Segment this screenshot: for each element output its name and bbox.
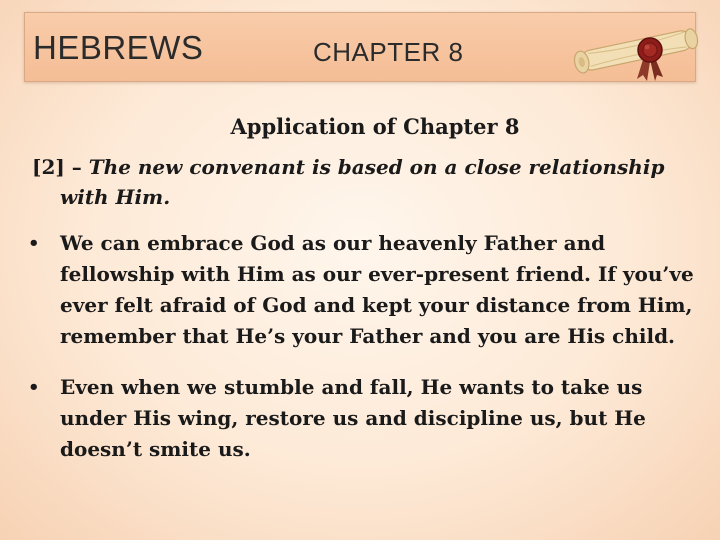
bullet-marker: • [28,377,40,398]
bullet-text: We can embrace God as our heavenly Father and fellowship with Him as our ever-present friend. If you’ve ever felt afraid of God and kept your distance from Him, remember that He’s your Father and you are His child. [60,231,694,348]
bullet-item [28,228,698,352]
bullet-marker: • [28,233,40,254]
slide-content [28,112,698,485]
bullet-item [28,372,698,465]
bullet-list [28,228,698,465]
book-title: HEBREWS [33,29,204,66]
key-point-text: The new convenant is based on a close relationship with Him. [60,155,665,209]
key-point [28,152,698,212]
slide-heading: Application of Chapter 8 [230,114,520,139]
key-point-reference: [2] – [32,155,89,179]
header-bar [24,12,696,82]
parchment-scroll-with-wax-seal-icon [559,13,709,83]
chapter-label: CHAPTER 8 [313,37,464,67]
bullet-text: Even when we stumble and fall, He wants to take us under His wing, restore us and discipline us, but He doesn’t smite us. [60,375,646,461]
